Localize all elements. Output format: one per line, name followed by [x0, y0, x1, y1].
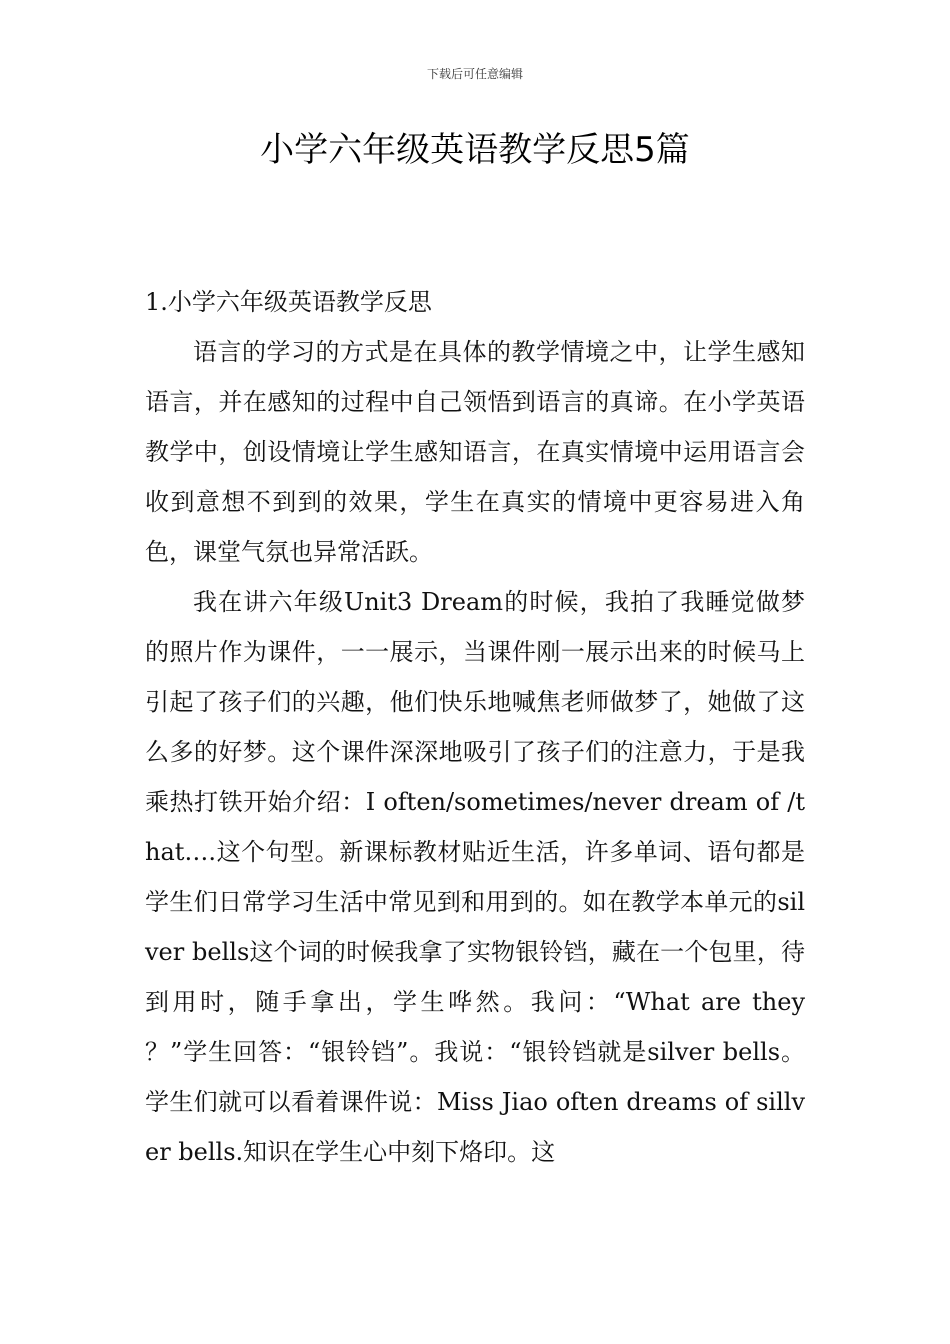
- document-title: 小学六年级英语教学反思5篇: [260, 130, 690, 170]
- document-body: [145, 277, 805, 1177]
- paragraph-2: 我在讲六年级Unit3 Dream的时候，我拍了我睡觉做梦的照片作为课件，一一展示，当课件刚一展示出来的时候马上引起了孩子们的兴趣，他们快乐地喊焦老师做梦了，她做了这么多的好梦。这个课件深深地吸引了孩子们的注意力，于是我乘热打铁开始介绍：I often/sometimes/never dream of /that….这个句型。新课标教材贴近生活，许多单词、语句都是学生们日常学习生活中常见到和用到的。如在教学本单元的silver bells这个词的时候我拿了实物银铃铛，藏在一个包里，待到用时，随手拿出，学生哗然。我问：“What are they ？”学生回答：“银铃铛”。我说：“银铃铛就是silver bells。学生们就可以看着课件说：Miss Jiao often dreams of sillver bells.知识在学生心中刻下烙印。这: [145, 588, 805, 1166]
- header-note: 下载后可任意编辑: [426, 67, 523, 81]
- paragraph-1: 语言的学习的方式是在具体的教学情境之中，让学生感知语言，并在感知的过程中自己领悟到语言的真谛。在小学英语教学中，创设情境让学生感知语言，在真实情境中运用语言会收到意想不到到的效果，学生在真实的情境中更容易进入角色，课堂气氛也异常活跃。: [145, 338, 805, 566]
- section-heading: 1.小学六年级英语教学反思: [145, 288, 432, 316]
